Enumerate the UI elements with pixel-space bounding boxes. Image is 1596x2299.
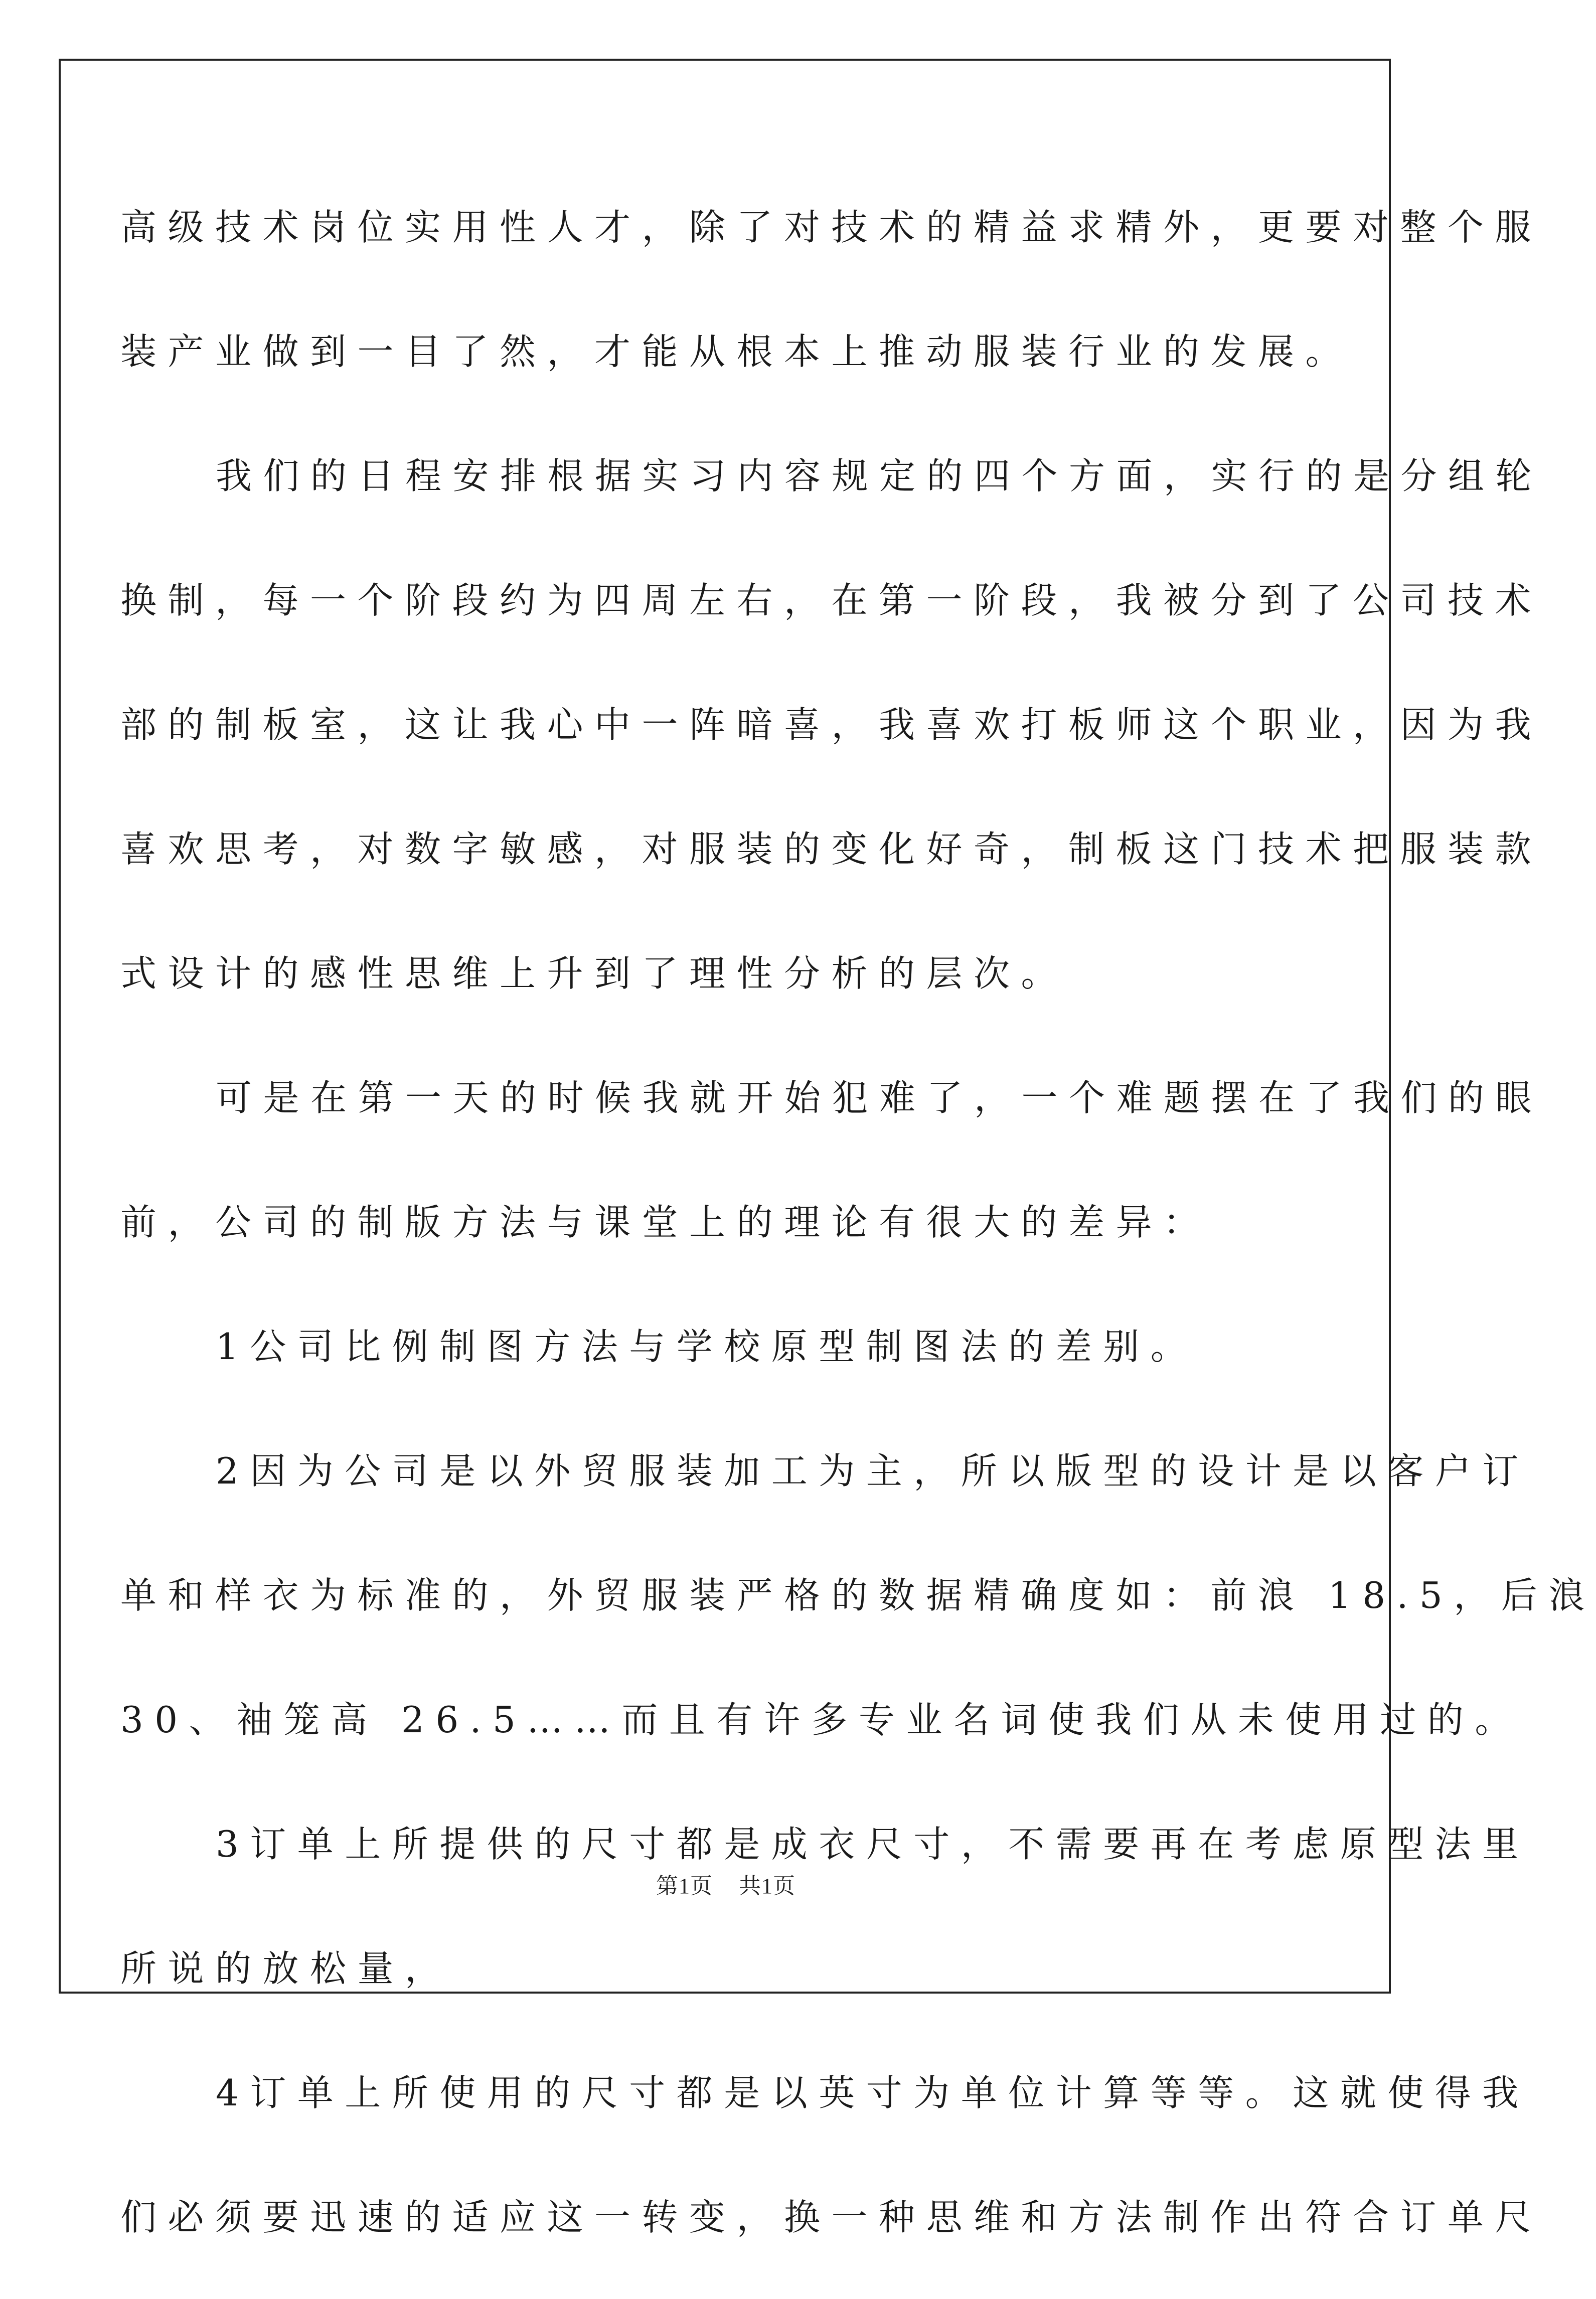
list-item-line: 2因为公司是以外贸服装加工为主，所以版型的设计是以客户订: [216, 1450, 1530, 1492]
paragraph-line: 装产业做到一目了然，才能从根本上推动服装行业的发展。: [120, 331, 1353, 373]
list-item-line: 4订单上所使用的尺寸都是以英寸为单位计算等等。这就使得我: [216, 2072, 1530, 2114]
page-number-current: 第1页: [656, 1874, 713, 1898]
page-footer: [0, 1868, 1452, 1900]
paragraph-line: 所说的放松量，: [120, 1947, 452, 1990]
page-number-total: 共1页: [739, 1874, 795, 1898]
list-item-line: 3订单上所提供的尺寸都是成衣尺寸，不需要再在考虑原型法里: [216, 1823, 1530, 1865]
paragraph-line: 喜欢思考，对数字敏感，对服装的变化好奇，制板这门技术把服装款: [120, 828, 1543, 870]
paragraph-line: 可是在第一天的时候我就开始犯难了，一个难题摆在了我们的眼: [216, 1077, 1543, 1119]
paragraph-line: 我们的日程安排根据实习内容规定的四个方面，实行的是分组轮: [216, 455, 1543, 497]
paragraph-line: 换制，每一个阶段约为四周左右，在第一阶段，我被分到了公司技术: [120, 579, 1543, 621]
paragraph-line: 高级技术岗位实用性人才，除了对技术的精益求精外，更要对整个服: [120, 206, 1543, 248]
list-item-line: 1公司比例制图方法与学校原型制图法的差别。: [216, 1326, 1198, 1368]
paragraph-line: 部的制板室，这让我心中一阵暗喜，我喜欢打板师这个职业，因为我: [120, 704, 1543, 746]
paragraph-line: 前，公司的制版方法与课堂上的理论有很大的差异：: [120, 1201, 1211, 1243]
paragraph-line: 30、袖笼高 26.5……而且有许多专业名词使我们从未使用过的。: [120, 1699, 1522, 1741]
paragraph-line: 单和样衣为标准的，外贸服装严格的数据精确度如：前浪 18.5，后浪: [120, 1574, 1596, 1616]
paragraph-line: 式设计的感性思维上升到了理性分析的层次。: [120, 952, 1069, 995]
document-body: [120, 185, 1596, 2299]
paragraph-line: 们必须要迅速的适应这一转变，换一种思维和方法制作出符合订单尺: [120, 2196, 1543, 2238]
